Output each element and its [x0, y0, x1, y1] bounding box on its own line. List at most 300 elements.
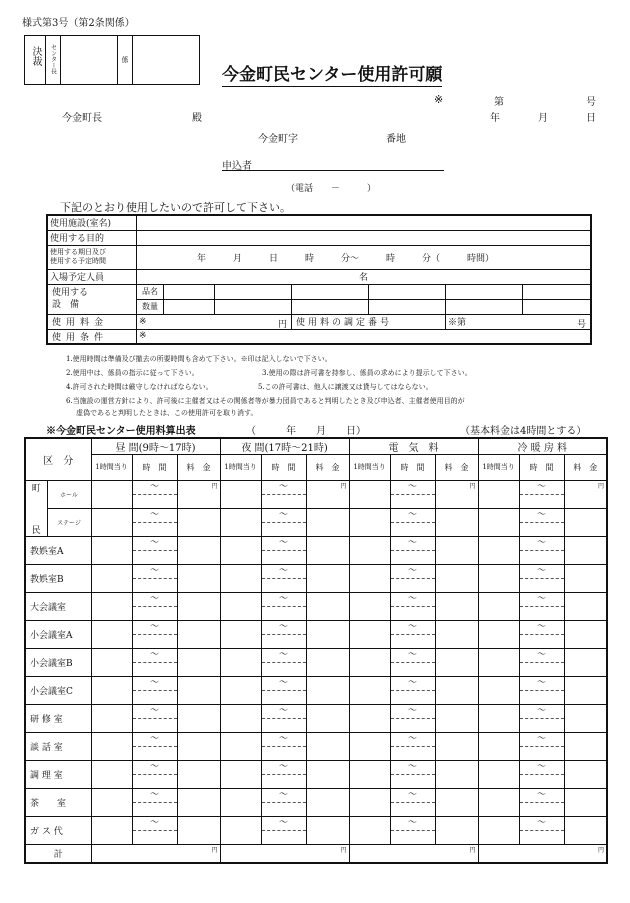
- table-row: [25, 733, 607, 761]
- per-hour-cell[interactable]: [349, 761, 390, 789]
- fee-cell[interactable]: [306, 593, 349, 621]
- tilde-mark: ～: [133, 509, 177, 523]
- tilde-mark: ～: [520, 761, 564, 775]
- tilde-mark: ～: [133, 593, 177, 607]
- per-hour-cell[interactable]: [478, 537, 519, 565]
- equipment-cell[interactable]: [523, 284, 592, 299]
- time-range-cell[interactable]: [390, 733, 435, 761]
- per-hour-cell[interactable]: [220, 481, 261, 509]
- time-range-cell[interactable]: [519, 481, 564, 509]
- per-hour-cell[interactable]: [349, 677, 390, 705]
- adjust-label: 使用料の調定番号: [292, 314, 446, 329]
- fee-cell[interactable]: [177, 593, 220, 621]
- tilde-mark: ～: [391, 761, 435, 775]
- row-label: 茶 室: [25, 789, 91, 817]
- time-range-cell[interactable]: [261, 649, 306, 677]
- time-range-cell[interactable]: [519, 509, 564, 537]
- equipment-cell[interactable]: [292, 284, 369, 299]
- fee-cell[interactable]: [435, 789, 478, 817]
- per-hour-cell[interactable]: [478, 481, 519, 509]
- request-text: 下記のとおり使用したいので許可して下さい。: [60, 201, 291, 214]
- fee-table-base-note: （基本料金は4時間とする）: [460, 426, 587, 437]
- sub-header-time: 時 間: [132, 455, 177, 481]
- per-hour-cell[interactable]: [91, 565, 132, 593]
- row-label: 小会議室A: [25, 621, 91, 649]
- fee-cell[interactable]: [564, 565, 607, 593]
- per-hour-cell[interactable]: [91, 537, 132, 565]
- conditions-field[interactable]: ※: [137, 329, 592, 344]
- per-hour-cell[interactable]: [478, 817, 519, 845]
- per-hour-cell[interactable]: [478, 621, 519, 649]
- tilde-mark: ～: [262, 705, 306, 719]
- fee-cell[interactable]: [435, 565, 478, 593]
- fee-cell[interactable]: [564, 537, 607, 565]
- tilde-mark: ～: [391, 537, 435, 551]
- fee-cell[interactable]: [306, 537, 349, 565]
- adjust-field[interactable]: ※第 号: [446, 314, 592, 329]
- fee-label: 使用料金: [47, 314, 137, 329]
- time-range-cell[interactable]: [132, 537, 177, 565]
- table-row: [25, 481, 607, 509]
- note-5: 5.この許可書は、他人に譲渡又は貸与してはならない。: [258, 383, 433, 391]
- purpose-label: 使用する目的: [47, 230, 137, 245]
- fee-table-title: ※今金町民センター使用料算出表: [46, 426, 196, 437]
- fee-cell[interactable]: [177, 509, 220, 537]
- per-hour-cell[interactable]: [220, 621, 261, 649]
- time-range-cell[interactable]: [261, 509, 306, 537]
- tilde-mark: ～: [391, 677, 435, 691]
- tilde-mark: ～: [262, 509, 306, 523]
- total-cell[interactable]: 円: [478, 845, 607, 863]
- fee-cell[interactable]: [435, 509, 478, 537]
- fee-cell[interactable]: [306, 509, 349, 537]
- fee-cell[interactable]: [177, 789, 220, 817]
- tilde-mark: ～: [391, 649, 435, 663]
- phone-label: （電話 － ）: [286, 184, 377, 194]
- tilde-mark: ～: [262, 677, 306, 691]
- row-label: 大会議室: [25, 593, 91, 621]
- equipment-cell[interactable]: [369, 284, 446, 299]
- per-hour-cell[interactable]: [478, 733, 519, 761]
- row-label: 研 修 室: [25, 705, 91, 733]
- group-header-day: 昼 間(9時～17時): [91, 438, 220, 455]
- time-range-cell[interactable]: [132, 677, 177, 705]
- total-row: [25, 845, 607, 863]
- tilde-mark: ～: [133, 481, 177, 495]
- per-hour-cell[interactable]: [220, 817, 261, 845]
- tilde-mark: ～: [262, 761, 306, 775]
- time-range-cell[interactable]: [390, 621, 435, 649]
- attendees-label: 入場予定人員: [47, 269, 137, 284]
- period-field[interactable]: 年 月 日 時 分～ 時 分（ 時間）: [137, 245, 592, 269]
- time-range-cell[interactable]: [519, 733, 564, 761]
- time-range-cell[interactable]: [519, 677, 564, 705]
- time-range-cell[interactable]: [390, 761, 435, 789]
- table-row: [25, 789, 607, 817]
- time-range-cell[interactable]: [261, 789, 306, 817]
- note-3: 3.使用の際は許可書を持参し、係員の求めにより提示して下さい。: [262, 369, 472, 377]
- quantity-cell[interactable]: [215, 299, 292, 314]
- time-range-cell[interactable]: [261, 817, 306, 845]
- time-range-cell[interactable]: [390, 537, 435, 565]
- fee-cell[interactable]: [435, 621, 478, 649]
- table-row: [25, 537, 607, 565]
- table-row: [25, 677, 607, 705]
- sub-header-per-hour: 1時間当り: [220, 455, 261, 481]
- per-hour-cell[interactable]: [220, 649, 261, 677]
- quantity-cell[interactable]: [446, 299, 523, 314]
- per-hour-cell[interactable]: [478, 705, 519, 733]
- fee-cell[interactable]: [177, 621, 220, 649]
- fee-cell[interactable]: [564, 733, 607, 761]
- tilde-mark: ～: [391, 789, 435, 803]
- per-hour-cell[interactable]: [91, 817, 132, 845]
- dono-label: 殿: [192, 113, 202, 124]
- fee-cell[interactable]: [306, 789, 349, 817]
- fee-cell[interactable]: [435, 817, 478, 845]
- per-hour-cell[interactable]: [478, 649, 519, 677]
- table-row: [25, 565, 607, 593]
- go-label: 号: [586, 97, 596, 108]
- fee-cell[interactable]: [306, 621, 349, 649]
- time-range-cell[interactable]: [390, 677, 435, 705]
- applicant-label: 申込者: [222, 161, 252, 172]
- fee-cell[interactable]: [177, 733, 220, 761]
- total-label: 計: [25, 845, 91, 863]
- equipment-cell[interactable]: [215, 284, 292, 299]
- tilde-mark: ～: [520, 649, 564, 663]
- quantity-cell[interactable]: [523, 299, 592, 314]
- fee-cell[interactable]: [564, 593, 607, 621]
- fee-cell[interactable]: [564, 509, 607, 537]
- quantity-label: 数量: [137, 299, 164, 314]
- per-hour-cell[interactable]: [349, 537, 390, 565]
- per-hour-cell[interactable]: [220, 677, 261, 705]
- center-head-stamp-cell[interactable]: [61, 36, 118, 85]
- time-range-cell[interactable]: [390, 481, 435, 509]
- kome-mark: ※: [434, 93, 444, 106]
- tilde-mark: ～: [520, 481, 564, 495]
- fee-cell[interactable]: [306, 761, 349, 789]
- tilde-mark: ～: [262, 593, 306, 607]
- fee-cell[interactable]: 円: [306, 481, 349, 509]
- sub-header-time: 時 間: [519, 455, 564, 481]
- time-range-cell[interactable]: [261, 733, 306, 761]
- tilde-mark: ～: [520, 509, 564, 523]
- row-sub-label: ステージ: [47, 509, 91, 537]
- fee-cell[interactable]: [435, 537, 478, 565]
- tilde-mark: ～: [133, 705, 177, 719]
- tilde-mark: ～: [520, 565, 564, 579]
- time-range-cell[interactable]: [132, 705, 177, 733]
- per-hour-cell[interactable]: [91, 733, 132, 761]
- table-row: [25, 593, 607, 621]
- fee-cell[interactable]: 円: [564, 481, 607, 509]
- time-range-cell[interactable]: [519, 761, 564, 789]
- fee-cell[interactable]: [306, 705, 349, 733]
- tilde-mark: ～: [262, 621, 306, 635]
- fee-table-date: （ 年 月 日）: [246, 426, 366, 437]
- fee-cell[interactable]: [306, 649, 349, 677]
- row-label: 小会議室C: [25, 677, 91, 705]
- fee-cell[interactable]: [564, 705, 607, 733]
- kakari-label: 係: [118, 36, 133, 85]
- time-range-cell[interactable]: [519, 593, 564, 621]
- equipment-cell[interactable]: [164, 284, 215, 299]
- quantity-cell[interactable]: [164, 299, 215, 314]
- per-hour-cell[interactable]: [478, 593, 519, 621]
- kubun-header: 区 分: [25, 438, 91, 481]
- row-label: 教娯室B: [25, 565, 91, 593]
- purpose-field[interactable]: [137, 230, 592, 245]
- time-range-cell[interactable]: [132, 481, 177, 509]
- per-hour-cell[interactable]: [349, 705, 390, 733]
- time-range-cell[interactable]: [132, 509, 177, 537]
- nen-label: 年: [490, 113, 500, 124]
- per-hour-cell[interactable]: [91, 761, 132, 789]
- fee-cell[interactable]: 円: [177, 481, 220, 509]
- tilde-mark: ～: [262, 481, 306, 495]
- fee-cell[interactable]: [564, 761, 607, 789]
- per-hour-cell[interactable]: [349, 649, 390, 677]
- time-range-cell[interactable]: [519, 705, 564, 733]
- per-hour-cell[interactable]: [220, 565, 261, 593]
- per-hour-cell[interactable]: [91, 621, 132, 649]
- per-hour-cell[interactable]: [220, 789, 261, 817]
- fee-cell[interactable]: [564, 621, 607, 649]
- tilde-mark: ～: [262, 817, 306, 831]
- time-range-cell[interactable]: [261, 537, 306, 565]
- fee-calculation-table: [24, 437, 608, 864]
- tilde-mark: ～: [391, 565, 435, 579]
- note-7: 虚偽であると判明したときは、この使用許可を取り消す。: [76, 409, 258, 417]
- tilde-mark: ～: [133, 789, 177, 803]
- time-range-cell[interactable]: [132, 593, 177, 621]
- per-hour-cell[interactable]: [220, 761, 261, 789]
- per-hour-cell[interactable]: [349, 817, 390, 845]
- sub-header-per-hour: 1時間当り: [349, 455, 390, 481]
- facility-label: 使用施設(室名): [47, 215, 137, 230]
- per-hour-cell[interactable]: [478, 761, 519, 789]
- time-range-cell[interactable]: [390, 817, 435, 845]
- tilde-mark: ～: [133, 649, 177, 663]
- fee-cell[interactable]: [306, 677, 349, 705]
- time-range-cell[interactable]: [390, 789, 435, 817]
- addressee: 今金町長: [62, 113, 102, 124]
- fee-cell[interactable]: [306, 733, 349, 761]
- tilde-mark: ～: [133, 537, 177, 551]
- row-label: 小会議室B: [25, 649, 91, 677]
- tilde-mark: ～: [520, 537, 564, 551]
- time-range-cell[interactable]: [519, 789, 564, 817]
- fee-cell[interactable]: [177, 677, 220, 705]
- row-sub-label: ホール: [47, 481, 91, 509]
- fee-cell[interactable]: [306, 565, 349, 593]
- per-hour-cell[interactable]: [91, 593, 132, 621]
- per-hour-cell[interactable]: [349, 789, 390, 817]
- time-range-cell[interactable]: [390, 705, 435, 733]
- per-hour-cell[interactable]: [478, 509, 519, 537]
- tilde-mark: ～: [262, 565, 306, 579]
- time-range-cell[interactable]: [132, 789, 177, 817]
- per-hour-cell[interactable]: [220, 537, 261, 565]
- fee-cell[interactable]: [177, 705, 220, 733]
- fee-cell[interactable]: [306, 817, 349, 845]
- table-row: [25, 761, 607, 789]
- fee-cell[interactable]: [435, 677, 478, 705]
- time-range-cell[interactable]: [519, 565, 564, 593]
- sub-header-fee: 料 金: [177, 455, 220, 481]
- per-hour-cell[interactable]: [91, 509, 132, 537]
- quantity-cell[interactable]: [292, 299, 369, 314]
- per-hour-cell[interactable]: [220, 705, 261, 733]
- sub-header-fee: 料 金: [306, 455, 349, 481]
- table-row: [25, 509, 607, 537]
- time-range-cell[interactable]: [519, 621, 564, 649]
- fee-cell[interactable]: [564, 817, 607, 845]
- group-header-electric: 電 気 料: [349, 438, 478, 455]
- cho-label: 町: [25, 481, 47, 509]
- fee-cell[interactable]: [177, 565, 220, 593]
- time-range-cell[interactable]: [519, 649, 564, 677]
- time-range-cell[interactable]: [261, 677, 306, 705]
- time-range-cell[interactable]: [261, 761, 306, 789]
- per-hour-cell[interactable]: [349, 509, 390, 537]
- per-hour-cell[interactable]: [349, 481, 390, 509]
- time-range-cell[interactable]: [261, 481, 306, 509]
- time-range-cell[interactable]: [132, 733, 177, 761]
- tsuki-label: 月: [538, 113, 548, 124]
- fee-cell[interactable]: [435, 705, 478, 733]
- row-label: ガ ス 代: [25, 817, 91, 845]
- tilde-mark: ～: [133, 565, 177, 579]
- tilde-mark: ～: [520, 593, 564, 607]
- fee-cell[interactable]: 円: [435, 481, 478, 509]
- per-hour-cell[interactable]: [91, 789, 132, 817]
- per-hour-cell[interactable]: [91, 705, 132, 733]
- time-range-cell[interactable]: [390, 593, 435, 621]
- application-table: [46, 214, 592, 345]
- applicant-underline[interactable]: [222, 170, 444, 171]
- time-range-cell[interactable]: [519, 537, 564, 565]
- center-head-label: センター長: [46, 36, 61, 85]
- form-number: 様式第3号（第2条関係）: [22, 18, 135, 29]
- tilde-mark: ～: [262, 649, 306, 663]
- fee-cell[interactable]: [435, 733, 478, 761]
- item-name-label: 品名: [137, 284, 164, 299]
- fee-cell[interactable]: [564, 789, 607, 817]
- per-hour-cell[interactable]: [478, 789, 519, 817]
- kessai-label: 決裁: [25, 36, 46, 85]
- sub-header-per-hour: 1時間当り: [91, 455, 132, 481]
- note-2: 2.使用中は、係員の指示に従って下さい。: [66, 369, 199, 377]
- per-hour-cell[interactable]: [349, 733, 390, 761]
- fee-cell[interactable]: [177, 649, 220, 677]
- kakari-stamp-cell[interactable]: [133, 36, 200, 85]
- time-range-cell[interactable]: [261, 705, 306, 733]
- total-cell[interactable]: 円: [349, 845, 478, 863]
- banchi-label: 番地: [386, 134, 406, 145]
- fee-field[interactable]: ※ 円: [137, 314, 292, 329]
- sub-header-time: 時 間: [261, 455, 306, 481]
- fee-cell[interactable]: [435, 761, 478, 789]
- tilde-mark: ～: [520, 621, 564, 635]
- sub-header-time: 時 間: [390, 455, 435, 481]
- time-range-cell[interactable]: [132, 621, 177, 649]
- time-range-cell[interactable]: [261, 565, 306, 593]
- tilde-mark: ～: [520, 789, 564, 803]
- time-range-cell[interactable]: [390, 649, 435, 677]
- dai-label: 第: [494, 97, 504, 108]
- per-hour-cell[interactable]: [220, 593, 261, 621]
- per-hour-cell[interactable]: [91, 481, 132, 509]
- time-range-cell[interactable]: [132, 565, 177, 593]
- time-range-cell[interactable]: [261, 593, 306, 621]
- table-row: [25, 621, 607, 649]
- tilde-mark: ～: [391, 705, 435, 719]
- time-range-cell[interactable]: [261, 621, 306, 649]
- per-hour-cell[interactable]: [91, 677, 132, 705]
- total-cell[interactable]: 円: [91, 845, 220, 863]
- per-hour-cell[interactable]: [220, 509, 261, 537]
- time-range-cell[interactable]: [390, 565, 435, 593]
- facility-field[interactable]: [137, 215, 592, 230]
- tilde-mark: ～: [133, 621, 177, 635]
- fee-cell[interactable]: [177, 761, 220, 789]
- total-cell[interactable]: 円: [220, 845, 349, 863]
- tilde-mark: ～: [262, 789, 306, 803]
- tilde-mark: ～: [391, 733, 435, 747]
- per-hour-cell[interactable]: [478, 677, 519, 705]
- tilde-mark: ～: [262, 733, 306, 747]
- tilde-mark: ～: [520, 733, 564, 747]
- per-hour-cell[interactable]: [349, 593, 390, 621]
- sub-header-fee: 料 金: [564, 455, 607, 481]
- per-hour-cell[interactable]: [91, 649, 132, 677]
- fee-cell[interactable]: [564, 677, 607, 705]
- fee-cell[interactable]: [177, 537, 220, 565]
- tilde-mark: ～: [391, 509, 435, 523]
- time-range-cell[interactable]: [390, 509, 435, 537]
- table-row: [25, 705, 607, 733]
- fee-cell[interactable]: [564, 649, 607, 677]
- tilde-mark: ～: [520, 677, 564, 691]
- tilde-mark: ～: [391, 593, 435, 607]
- per-hour-cell[interactable]: [220, 733, 261, 761]
- fee-cell[interactable]: [177, 817, 220, 845]
- time-range-cell[interactable]: [132, 761, 177, 789]
- attendees-field[interactable]: 名: [137, 269, 592, 284]
- equipment-cell[interactable]: [446, 284, 523, 299]
- fee-cell[interactable]: [435, 593, 478, 621]
- per-hour-cell[interactable]: [478, 565, 519, 593]
- tilde-mark: ～: [133, 817, 177, 831]
- hi-label: 日: [586, 113, 596, 124]
- time-range-cell[interactable]: [132, 649, 177, 677]
- per-hour-cell[interactable]: [349, 621, 390, 649]
- per-hour-cell[interactable]: [349, 565, 390, 593]
- note-1: 1.使用時間は準備及び撤去の所要時間も含めて下さい。※印は記入しないで下さい。: [66, 355, 332, 363]
- quantity-cell[interactable]: [369, 299, 446, 314]
- tilde-mark: ～: [520, 817, 564, 831]
- row-label: 教娯室A: [25, 537, 91, 565]
- sub-header-per-hour: 1時間当り: [478, 455, 519, 481]
- tilde-mark: ～: [133, 677, 177, 691]
- fee-cell[interactable]: [435, 649, 478, 677]
- tilde-mark: ～: [391, 621, 435, 635]
- time-range-cell[interactable]: [519, 817, 564, 845]
- time-range-cell[interactable]: [132, 817, 177, 845]
